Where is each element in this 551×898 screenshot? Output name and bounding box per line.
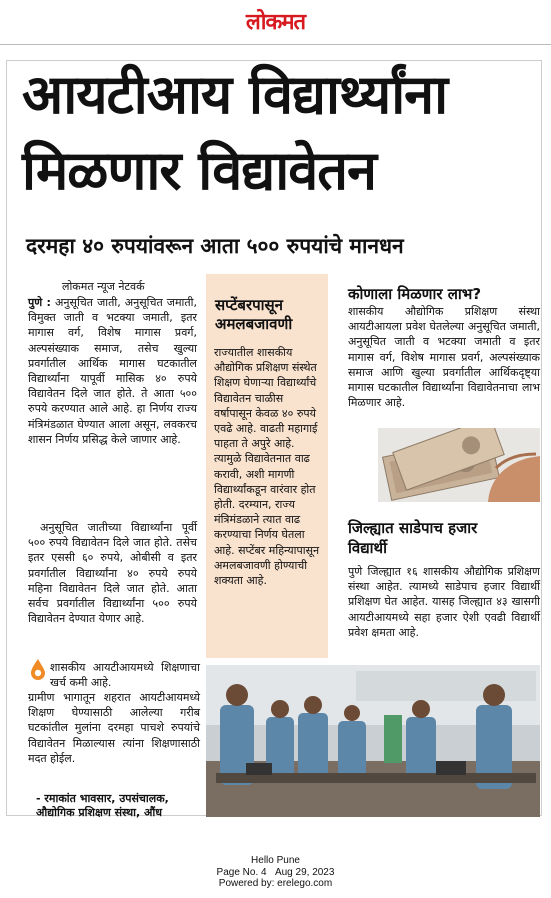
quote-lead: शासकीय आयटीआयमध्ये शिक्षणाचा खर्च कमी आहे.: [50, 661, 200, 690]
quote-body: ग्रामीण भागातून शहरात आयटीआयमध्ये शिक्षण घेण्यासाठी आलेल्या गरीब घटकांतील मुलांना दरमहा पाचशे रुपयांचे विद्यावेतन मिळाल्यास त्यांना शिक्षणासाठी मदत होईल.: [28, 691, 200, 765]
beneficiaries-text: शासकीय औद्योगिक प्रशिक्षण संस्था आयटीआयला प्रवेश घेतलेल्या अनुसूचित जमाती, अनुसूचित जाती व भटक्या जमाती व इतर मागास वर्ग, विशेष मागास प्रवर्ग, अल्पसंख्याक समाज आणि खुल्या प्रवर्गातील आर्थिकदृष्ट्या मागास घटकातील विद्यार्थ्यांना विद्यावेतनाचा लाभ मिळणार आहे.: [348, 305, 540, 410]
sidebox-text: राज्यातील शासकीय औद्योगिक प्रशिक्षण संस्थेत शिक्षण घेणाऱ्या विद्यार्थ्यांचे विद्यावेतन चाळीस वर्षापासून केवळ ४० रुपये एवढे आहे. वाढती महागाई पाहता ते अपुरे आहे. त्यामुळे विद्यावेतनात वाढ करावी, अशी मागणी विद्यार्थ्यांकडून वारंवार होत होती. दरम्यान, राज्य मंत्रिमंडळाने त्यात वाढ करण्याचा निर्णय घेतला आहे. सप्टेंबर महिन्यापासून अमलबजावणी होण्याची शक्यता आहे.: [214, 346, 320, 588]
district-heading: [348, 518, 538, 558]
headline-line-1: आयटीआय विद्यार्थ्यांना: [22, 63, 448, 126]
footer-date: Aug 29, 2023: [274, 866, 335, 878]
page-footer: [0, 855, 551, 890]
currency-photo: [378, 428, 540, 502]
byline: लोकमत न्यूज नेटवर्क: [62, 280, 145, 293]
sidebox-title: [215, 296, 325, 334]
quote-attribution-line-1: - रमाकांत भावसार, उपसंचालक,: [36, 792, 169, 805]
district-text: पुणे जिल्ह्यात १६ शासकीय औद्योगिक प्रशिक्षण संस्था आहेत. त्यामध्ये साडेपाच हजार विद्यार्थी प्रशिक्षण घेत आहेत. यासह जिल्ह्यात ४३ खासगी आयटीआयमध्ये सहा हजार ऐशी एवढी विद्यार्थी प्रवेश क्षमता आहे.: [348, 565, 540, 639]
beneficiaries-heading: कोणाला मिळणार लाभ?: [348, 285, 482, 303]
sidebox-title-line-2: अमलबजावणी: [215, 315, 293, 333]
district-heading-line-2: विद्यार्थी: [348, 539, 388, 557]
masthead: [0, 0, 551, 45]
quote-attribution-line-2: औद्योगिक प्रशिक्षण संस्था, औंध: [36, 806, 162, 819]
sidebox-title-line-1: सप्टेंबरपासून: [215, 296, 283, 314]
workshop-photo: [206, 665, 540, 817]
dateline: पुणे :: [28, 296, 51, 309]
footer-page-date: [0, 867, 551, 879]
footer-page: Page No. 4: [216, 866, 267, 878]
footer-powered-by: Powered by: erelego.com: [218, 878, 333, 889]
footer-edition: Hello Pune: [251, 855, 300, 866]
article-paragraph-1: [28, 295, 197, 447]
headline-line-2: मिळणार विद्यावेतन: [22, 139, 377, 202]
newspaper-logo: लोकमत: [245, 10, 306, 35]
quote-icon: [30, 658, 46, 680]
article-paragraph-1-text: अनुसूचित जाती, अनुसूचित जमाती, विमुक्त जाती व भटक्या जमाती, इतर मागास वर्ग, विशेष मागास प्रवर्ग, अल्पसंख्याक समाज, तसेच खुल्या प्रवर्गातील आर्थिक मागास घटकातील विद्यार्थ्यांना यापूर्वी मासिक ४० रुपये विद्यावेतन दिले जात होते. ते आता ५०० रुपये करण्यात आले आहे. हा निर्णय राज्य मंत्रिमंडळात घेण्यात आला असून, लवकरच शासन निर्णय प्रसिद्ध केले जाणार आहे.: [28, 296, 198, 446]
district-heading-line-1: जिल्ह्यात साडेपाच हजार: [348, 519, 478, 537]
subheadline: दरमहा ४० रुपयांवरून आता ५०० रुपयांचे मानधन: [26, 234, 404, 258]
quote-attribution: [36, 792, 204, 820]
article-paragraph-2: अनुसूचित जातीच्या विद्यार्थ्यांना पूर्वी ५०० रुपये विद्यावेतन दिले जात होते. तसेच इतर एससी ६० रुपये, ओबीसी व इतर प्रवर्गातील विद्यार्थ्यांना ४० रुपये रुपये महिना विद्यावेतन दिले जात होते. आता सर्वच प्रवर्गातील विद्यार्थ्यांना ५०० रुपये विद्यावेतन देण्यात येणार आहे.: [28, 521, 197, 626]
